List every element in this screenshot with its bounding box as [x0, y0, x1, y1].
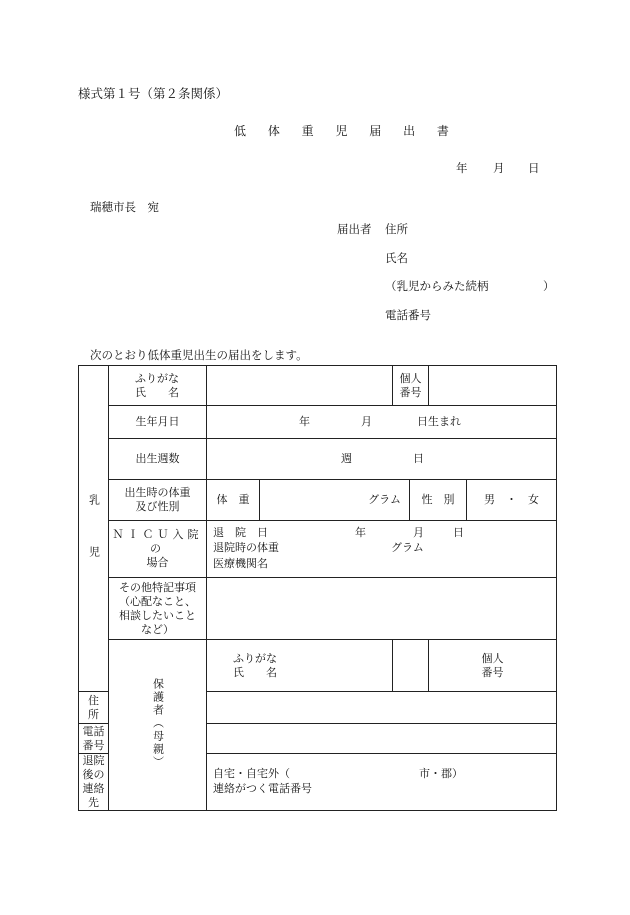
infant-weight-sex-row — [79, 480, 557, 521]
applicant-label: 届出者 — [337, 222, 372, 236]
birth-day-label: 日生まれ — [417, 415, 461, 428]
guardian-address-field[interactable] — [207, 692, 557, 724]
weight-field[interactable] — [259, 480, 409, 520]
infant-name-label: 氏 名 — [135, 385, 179, 399]
date-year-label: 年 — [456, 161, 468, 175]
infant-gestation-label: 出生週数 — [109, 439, 207, 480]
guardian-contact-label: 退院後の 連絡先 — [79, 754, 109, 811]
guardian-address-label: 住 所 — [79, 692, 109, 724]
guardian-name-row — [79, 640, 557, 692]
guardian-phone-label: 電話番号 — [79, 724, 109, 754]
notification-form-table — [78, 365, 557, 811]
infant-personal-number-field[interactable] — [429, 366, 557, 406]
discharge-weight-label: 退院時の体重 — [213, 541, 279, 554]
infant-birthdate-label: 生年月日 — [109, 406, 207, 439]
date-day-label: 日 — [528, 161, 540, 175]
infant-birthdate-row — [79, 406, 557, 439]
institution-label: 医療機関名 — [213, 557, 268, 570]
discharge-year-label: 年 — [355, 526, 366, 539]
infant-weight-sex-field — [207, 480, 557, 521]
guardian-name-label-cell — [207, 640, 393, 692]
form-title: 低 体 重 児 届 出 書 — [234, 124, 458, 138]
infant-personal-number-label: 個人 番号 — [393, 366, 429, 406]
intro-text: 次のとおり低体重児出生の届出をします。 — [90, 348, 308, 362]
applicant-address-label: 住所 — [385, 222, 408, 236]
discharge-month-label: 月 — [413, 526, 424, 539]
birth-year-label: 年 — [299, 415, 310, 428]
gram-unit: グラム — [368, 493, 401, 506]
infant-notes-label: その他特記事項 （心配なこと、 相談したいこと など） — [109, 578, 207, 640]
addressee: 瑞穂市長 宛 — [90, 200, 159, 214]
sex-label: 性 別 — [409, 480, 466, 520]
guardian-phone-field[interactable] — [207, 724, 557, 754]
guardian-name-label: 氏 名 — [233, 665, 277, 679]
infant-birthdate-field[interactable] — [207, 406, 557, 439]
gestation-day-label: 日 — [413, 452, 424, 465]
sex-options[interactable]: 男 ・ 女 — [466, 480, 556, 520]
infant-gestation-row — [79, 439, 557, 480]
birth-month-label: 月 — [361, 415, 372, 428]
contact-phone-label: 連絡がつく電話番号 — [213, 782, 312, 795]
applicant-relation-label: （乳児からみた続柄 — [385, 279, 489, 293]
gestation-week-label: 週 — [341, 452, 352, 465]
infant-name-field[interactable] — [207, 366, 393, 406]
infant-name-label-cell — [109, 366, 207, 406]
guardian-name-field[interactable] — [393, 640, 429, 692]
guardian-contact-field[interactable] — [207, 754, 557, 811]
infant-notes-field[interactable] — [207, 578, 557, 640]
discharge-day-label: 日 — [453, 526, 464, 539]
infant-furigana-label: ふりがな — [135, 371, 179, 385]
guardian-section-label: 保護者（母親） — [109, 640, 207, 811]
infant-name-row — [79, 366, 557, 406]
infant-gestation-field[interactable] — [207, 439, 557, 480]
weight-label: 体 重 — [216, 493, 250, 506]
form-number: 様式第１号（第２条関係） — [78, 86, 229, 101]
infant-nicu-field[interactable] — [207, 521, 557, 578]
infant-nicu-row — [79, 521, 557, 578]
date-month-label: 月 — [493, 161, 505, 175]
infant-weight-sex-label: 出生時の体重 及び性別 — [109, 480, 207, 521]
guardian-furigana-label: ふりがな — [233, 651, 277, 665]
infant-notes-row — [79, 578, 557, 640]
guardian-personal-number-label: 個人 番号 — [429, 640, 557, 692]
discharge-gram-unit: グラム — [391, 541, 424, 554]
applicant-phone-label: 電話番号 — [385, 308, 431, 322]
applicant-relation-close: ） — [543, 279, 555, 293]
contact-home-label: 自宅・自宅外（ — [213, 767, 290, 780]
infant-nicu-label: ＮＩＣＵ入院の 場合 — [109, 521, 207, 578]
applicant-name-label: 氏名 — [385, 251, 408, 265]
infant-section-label: 乳 児 — [79, 366, 109, 692]
contact-city-label: 市・郡） — [419, 767, 463, 780]
discharge-date-label: 退 院 日 — [213, 526, 268, 539]
